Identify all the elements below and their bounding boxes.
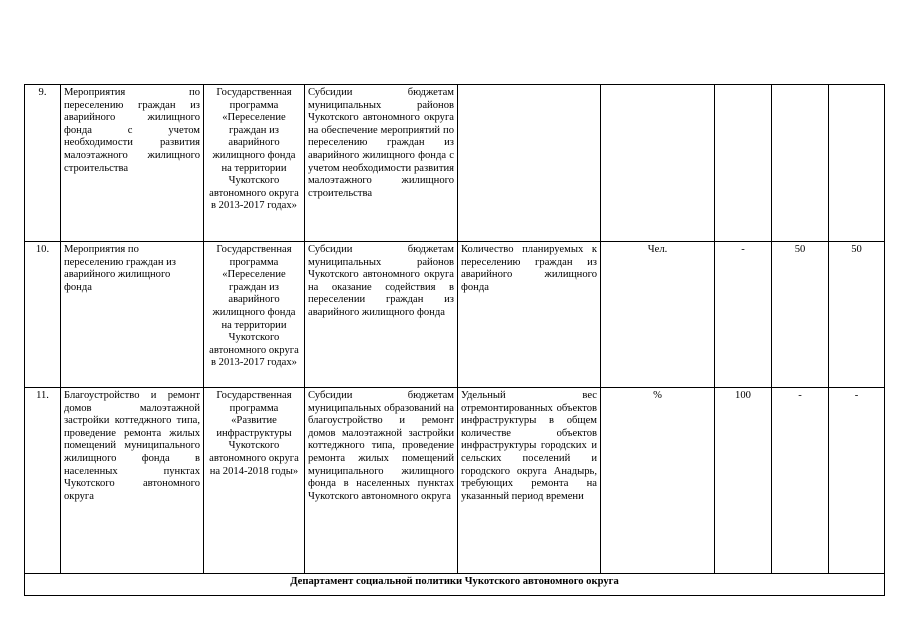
value-cell-3 <box>829 85 885 242</box>
table-row <box>25 388 885 574</box>
event-cell: Мероприятия по переселению граждан из аварийного жилищного фонда <box>61 242 204 388</box>
program-cell: Государственная программа «Переселение граждан из аварийного жилищного фонда на территории Чукотского автономного округа в 2013-2017 годах» <box>204 85 305 242</box>
subsidy-cell: Субсидии бюджетам муниципальных районов Чукотского автономного округа на оказание содействия в переселении граждан из аварийного жилищного фонда <box>305 242 458 388</box>
row-number: 11. <box>25 388 61 574</box>
unit-cell <box>601 85 715 242</box>
unit-cell: % <box>601 388 715 574</box>
event-cell: Благоустройство и ремонт домов малоэтажной застройки коттеджного типа, проведение ремонта жилых помещений муниципального жилищного фонда в населенных пунктах Чукотского автономного округа <box>61 388 204 574</box>
value-cell-1: 100 <box>715 388 772 574</box>
value-cell-2: 50 <box>772 242 829 388</box>
indicator-cell: Удельный вес отремонтированных объектов инфраструктуры в общем количестве объектов инфраструктуры городских и сельских поселений и городского округа Анадырь, требующих ремонта на указанный период времени <box>458 388 601 574</box>
subsidy-cell: Субсидии бюджетам муниципальных районов Чукотского автономного округа на обеспечение мероприятий по переселению граждан из аварийного жилищного фонда с учетом необходимости развития малоэтажного жилищного строительства <box>305 85 458 242</box>
value-cell-1 <box>715 85 772 242</box>
indicator-cell <box>458 85 601 242</box>
department-row <box>25 574 885 596</box>
indicator-cell: Количество планируемых к переселению граждан из аварийного жилищного фонда <box>458 242 601 388</box>
row-number: 10. <box>25 242 61 388</box>
program-cell: Государственная программа «Переселение граждан из аварийного жилищного фонда на территории Чукотского автономного округа в 2013-2017 годах» <box>204 242 305 388</box>
program-table <box>24 84 885 596</box>
department-heading: Департамент социальной политики Чукотского автономного округа <box>25 574 885 596</box>
row-number: 9. <box>25 85 61 242</box>
event-cell: Мероприятия по переселению граждан из аварийного жилищного фонда с учетом необходимости развития малоэтажного жилищного строительства <box>61 85 204 242</box>
table-row <box>25 85 885 242</box>
value-cell-3: - <box>829 388 885 574</box>
subsidy-cell: Субсидии бюджетам муниципальных образований на благоустройство и ремонт домов малоэтажной застройки коттеджного типа, проведение ремонта жилых помещений муниципального жилищного фонда в населенных пунктах Чукотского автономного округа <box>305 388 458 574</box>
value-cell-3: 50 <box>829 242 885 388</box>
value-cell-2: - <box>772 388 829 574</box>
value-cell-2 <box>772 85 829 242</box>
program-cell: Государственная программа «Развитие инфраструктуры Чукотского автономного округа на 2014-2018 годы» <box>204 388 305 574</box>
unit-cell: Чел. <box>601 242 715 388</box>
table-row <box>25 242 885 388</box>
value-cell-1: - <box>715 242 772 388</box>
